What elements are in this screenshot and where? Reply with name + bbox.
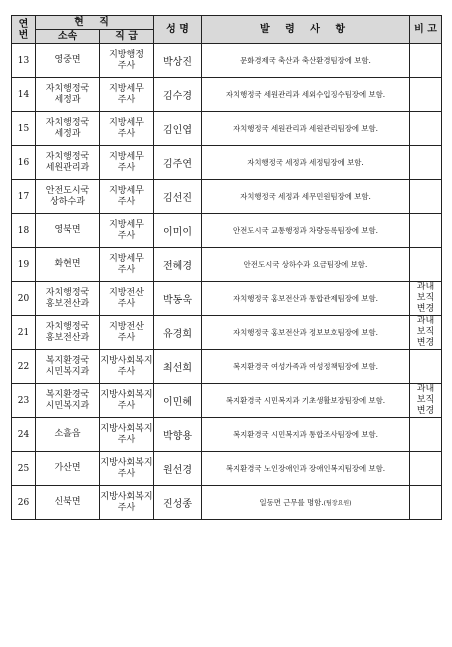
row-department: 안전도시국 상하수과: [36, 180, 100, 214]
table-row: [12, 214, 442, 248]
row-remark: [410, 418, 442, 452]
row-number: 17: [12, 180, 36, 214]
row-grade: 지방세무 주사: [100, 214, 154, 248]
header-grade: 직 급: [100, 30, 154, 44]
row-number: 15: [12, 112, 36, 146]
row-name: 유경희: [154, 316, 202, 350]
row-order: [202, 418, 410, 452]
order-text: 복지환경국 여성가족과 여성정책팀장에 보함.: [232, 362, 379, 371]
row-number: 14: [12, 78, 36, 112]
table-row: [12, 282, 442, 316]
row-order: [202, 146, 410, 180]
table-row: [12, 452, 442, 486]
row-name: 김주연: [154, 146, 202, 180]
order-text: 문화경제국 축산과 축산환경팀장에 보함.: [240, 56, 371, 65]
row-department: 자치행정국 세원관리과: [36, 146, 100, 180]
table-header: [12, 16, 442, 44]
row-order: [202, 486, 410, 520]
table-row: [12, 316, 442, 350]
order-note: (팀장요원): [323, 500, 352, 507]
row-order: [202, 180, 410, 214]
row-order: [202, 214, 410, 248]
row-department: 자치행정국 세정과: [36, 112, 100, 146]
row-grade: 지방세무 주사: [100, 112, 154, 146]
order-text: 자치행정국 세원관리과 세원관리팀장에 보함.: [232, 124, 379, 133]
row-name: 김선진: [154, 180, 202, 214]
row-order: [202, 452, 410, 486]
row-grade: 지방전산 주사: [100, 282, 154, 316]
row-remark: [410, 350, 442, 384]
order-text: 일동면 근무를 명함.: [259, 498, 324, 507]
row-grade: 지방사회복지 주사: [100, 350, 154, 384]
row-number: 20: [12, 282, 36, 316]
row-grade: 지방세무 주사: [100, 248, 154, 282]
header-name: 성 명: [154, 16, 202, 44]
row-grade: 지방세무 주사: [100, 78, 154, 112]
row-number: 13: [12, 44, 36, 78]
table-row: [12, 350, 442, 384]
table-row: [12, 180, 442, 214]
row-remark: [410, 214, 442, 248]
row-grade: 지방전산 주사: [100, 316, 154, 350]
row-department: 자치행정국 세정과: [36, 78, 100, 112]
order-text: 복지환경국 노인장애인과 장애인복지팀장에 보함.: [225, 464, 386, 473]
row-remark: [410, 180, 442, 214]
table-row: [12, 486, 442, 520]
order-text: 자치행정국 세정과 세무민원팀장에 보함.: [240, 192, 371, 201]
row-remark: [410, 44, 442, 78]
row-name: 김인엽: [154, 112, 202, 146]
order-text: 자치행정국 세정과 세정팀장에 보함.: [247, 158, 364, 167]
order-text: 복지환경국 시민복지과 통합조사팀장에 보함.: [232, 430, 379, 439]
row-order: [202, 350, 410, 384]
row-remark: [410, 248, 442, 282]
row-name: 박동욱: [154, 282, 202, 316]
row-number: 18: [12, 214, 36, 248]
row-name: 최선희: [154, 350, 202, 384]
row-order: [202, 384, 410, 418]
row-grade: 지방세무 주사: [100, 180, 154, 214]
row-remark: [410, 452, 442, 486]
row-grade: 지방사회복지 주사: [100, 486, 154, 520]
header-order: 발 령 사 항: [202, 16, 410, 44]
row-name: 박향용: [154, 418, 202, 452]
row-department: 화현면: [36, 248, 100, 282]
table-row: [12, 384, 442, 418]
personnel-order-table: [11, 15, 442, 520]
row-grade: 지방사회복지 주사: [100, 452, 154, 486]
row-remark: [410, 112, 442, 146]
row-number: 24: [12, 418, 36, 452]
row-name: 진성종: [154, 486, 202, 520]
row-department: 영북면: [36, 214, 100, 248]
table-row: [12, 418, 442, 452]
row-number: 19: [12, 248, 36, 282]
row-name: 김수경: [154, 78, 202, 112]
row-grade: 지방사회복지 주사: [100, 418, 154, 452]
row-remark: 과내 보직 변경: [410, 384, 442, 418]
row-number: 25: [12, 452, 36, 486]
header-remark: 비 고: [410, 16, 442, 44]
header-dept: 소속: [36, 30, 100, 44]
row-name: 원선경: [154, 452, 202, 486]
row-number: 21: [12, 316, 36, 350]
row-department: 자치행정국 홍보전산과: [36, 316, 100, 350]
row-department: 복지환경국 시민복지과: [36, 350, 100, 384]
table-row: [12, 112, 442, 146]
table-row: [12, 146, 442, 180]
row-department: 신북면: [36, 486, 100, 520]
order-text: 복지환경국 시민복지과 기초생활보장팀장에 보함.: [225, 396, 386, 405]
row-department: 가산면: [36, 452, 100, 486]
table-body: [12, 44, 442, 520]
row-order: [202, 78, 410, 112]
row-number: 22: [12, 350, 36, 384]
row-grade: 지방사회복지 주사: [100, 384, 154, 418]
row-number: 26: [12, 486, 36, 520]
row-remark: 과내 보직 변경: [410, 282, 442, 316]
order-text: 안전도시국 상하수과 요금팀장에 보함.: [243, 260, 368, 269]
row-department: 자치행정국 홍보전산과: [36, 282, 100, 316]
row-number: 23: [12, 384, 36, 418]
table-row: [12, 78, 442, 112]
row-remark: 과내 보직 변경: [410, 316, 442, 350]
row-name: 박상진: [154, 44, 202, 78]
row-order: [202, 248, 410, 282]
row-department: 복지환경국 시민복지과: [36, 384, 100, 418]
row-grade: 지방행정 주사: [100, 44, 154, 78]
order-text: 안전도시국 교통행정과 차량등록팀장에 보함.: [232, 226, 379, 235]
row-order: [202, 282, 410, 316]
order-text: 자치행정국 홍보전산과 통합관제팀장에 보함.: [232, 294, 379, 303]
row-name: 전혜경: [154, 248, 202, 282]
row-order: [202, 316, 410, 350]
row-order: [202, 44, 410, 78]
header-no: 연 번: [12, 16, 36, 44]
order-text: 자치행정국 세원관리과 세외수입징수팀장에 보함.: [225, 90, 386, 99]
row-remark: [410, 486, 442, 520]
table-row: [12, 44, 442, 78]
row-department: 소흘읍: [36, 418, 100, 452]
row-name: 이민혜: [154, 384, 202, 418]
row-remark: [410, 146, 442, 180]
row-grade: 지방세무 주사: [100, 146, 154, 180]
row-department: 영중면: [36, 44, 100, 78]
header-current-position: 현 직: [36, 16, 154, 30]
order-text: 자치행정국 홍보전산과 정보보호팀장에 보함.: [232, 328, 379, 337]
table-row: [12, 248, 442, 282]
row-number: 16: [12, 146, 36, 180]
row-order: [202, 112, 410, 146]
row-name: 이미이: [154, 214, 202, 248]
row-remark: [410, 78, 442, 112]
